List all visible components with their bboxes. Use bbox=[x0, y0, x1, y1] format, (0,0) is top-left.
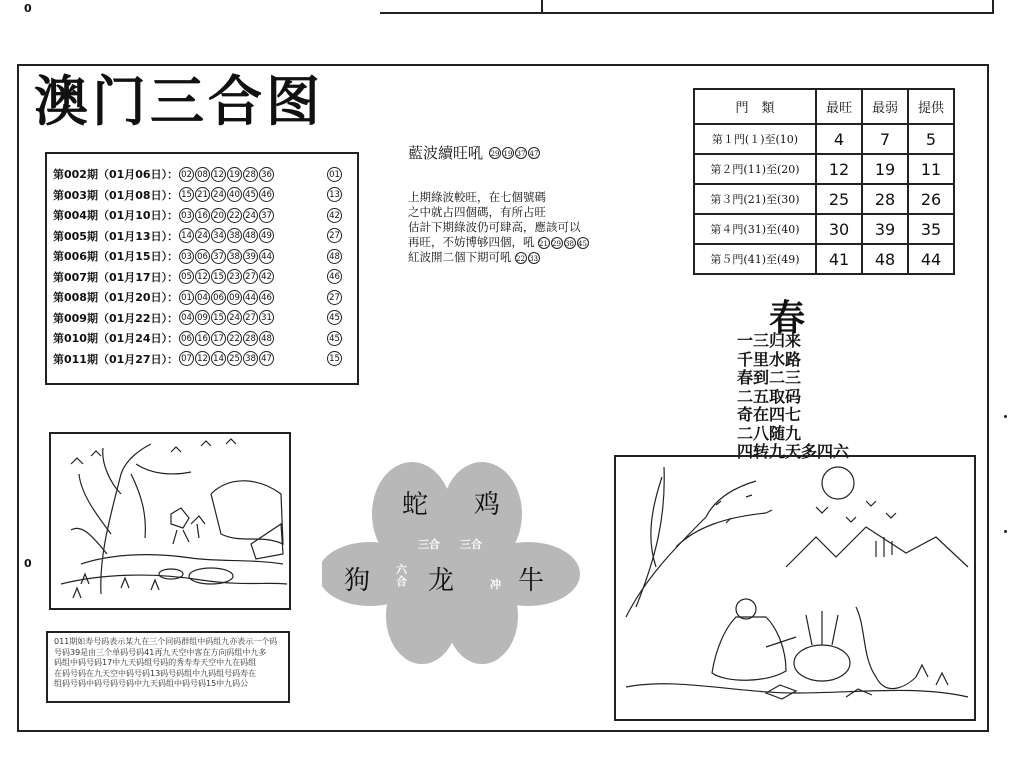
zodiac-dog: 狗 bbox=[344, 566, 371, 596]
number-ball: 03 bbox=[179, 208, 194, 223]
paragraph-line-text: 再旺，不妨博够四個，吼 bbox=[408, 235, 535, 249]
landscape-drawing bbox=[51, 434, 289, 608]
number-ball: 12 bbox=[195, 351, 210, 366]
special-number-ball: 42 bbox=[327, 208, 342, 223]
number-ball: 17 bbox=[211, 331, 226, 346]
record-numbers bbox=[179, 290, 307, 305]
header-door: 門 類 bbox=[694, 89, 816, 124]
number-ball: 34 bbox=[211, 228, 226, 243]
number-ball: 45 bbox=[243, 187, 258, 202]
number-ball: 37 bbox=[259, 208, 274, 223]
record-numbers bbox=[179, 208, 307, 223]
number-ball: 06 bbox=[211, 290, 226, 305]
number-ball: 47 bbox=[528, 147, 540, 159]
poem-line: 春到二三 bbox=[737, 368, 802, 387]
illustration-left bbox=[49, 432, 291, 610]
number-ball: 07 bbox=[179, 351, 194, 366]
record-row bbox=[53, 226, 351, 247]
scholar-drawing bbox=[616, 457, 974, 719]
door-cell: 第５門(41)至(49) bbox=[694, 244, 816, 274]
number-ball: 08 bbox=[195, 167, 210, 182]
special-number-ball: 13 bbox=[327, 187, 342, 202]
draw-records-box bbox=[45, 152, 359, 385]
record-label: 第003期（01月08日）： bbox=[53, 188, 179, 202]
record-row bbox=[53, 328, 351, 349]
number-ball: 24 bbox=[227, 310, 242, 325]
number-ball: 48 bbox=[259, 331, 274, 346]
offer-cell: 44 bbox=[908, 244, 954, 274]
number-ball: 12 bbox=[211, 167, 226, 182]
number-ball: 31 bbox=[259, 310, 274, 325]
number-ball: 06 bbox=[179, 331, 194, 346]
number-ball: 40 bbox=[227, 187, 242, 202]
number-ball: 09 bbox=[227, 290, 242, 305]
number-ball: 39 bbox=[243, 249, 258, 264]
zodiac-ox: 牛 bbox=[518, 566, 545, 596]
number-ball: 38 bbox=[227, 249, 242, 264]
number-ball: 04 bbox=[195, 290, 210, 305]
bottom-note-line: 在码号码在九天空中码号码13码号码组中九码组号码寿在 bbox=[54, 668, 257, 678]
record-numbers bbox=[179, 228, 307, 243]
number-ball: 38 bbox=[243, 351, 258, 366]
number-ball: 03 bbox=[179, 249, 194, 264]
number-ball: 24 bbox=[243, 208, 258, 223]
special-number-ball: 01 bbox=[327, 167, 342, 182]
poem-line: 奇在四七 bbox=[737, 405, 802, 424]
margin-dot bbox=[1004, 415, 1007, 418]
number-ball: 28 bbox=[243, 331, 258, 346]
zodiac-snake: 蛇 bbox=[402, 490, 429, 520]
min-cell: 39 bbox=[862, 214, 908, 244]
number-ball: 14 bbox=[211, 351, 226, 366]
poem-line: 二八随九 bbox=[737, 423, 802, 443]
number-ball: 21 bbox=[538, 237, 550, 249]
number-ball: 22 bbox=[227, 208, 242, 223]
number-ball: 19 bbox=[502, 147, 514, 159]
number-ball: 33 bbox=[528, 252, 540, 264]
number-ball: 29 bbox=[489, 147, 501, 159]
corner-mark-mid: 0 bbox=[24, 557, 32, 570]
number-ball: 04 bbox=[179, 310, 194, 325]
doors-table-row bbox=[694, 214, 954, 244]
special-number-ball: 27 bbox=[327, 290, 342, 305]
special-number-ball: 27 bbox=[327, 228, 342, 243]
record-numbers bbox=[179, 249, 307, 264]
doors-table bbox=[693, 88, 955, 275]
paragraph-line: 估計下期綠波仍可肆高，應該可以 bbox=[408, 220, 581, 234]
min-cell: 7 bbox=[862, 124, 908, 154]
label-sanhe-left: 三合 bbox=[418, 538, 440, 551]
special-number-ball: 15 bbox=[327, 351, 342, 366]
number-ball: 15 bbox=[179, 187, 194, 202]
paragraph-line bbox=[408, 250, 648, 265]
number-ball: 12 bbox=[195, 269, 210, 284]
record-label: 第008期（01月20日）： bbox=[53, 291, 179, 305]
number-ball: 16 bbox=[195, 331, 210, 346]
header-max: 最旺 bbox=[816, 89, 862, 124]
record-numbers bbox=[179, 331, 307, 346]
number-ball: 24 bbox=[195, 228, 210, 243]
number-ball: 01 bbox=[179, 290, 194, 305]
bottom-note-line: 011期如寿号码表示某九在三个同码群组中码组九亦表示一个码 bbox=[54, 637, 278, 646]
number-ball: 42 bbox=[259, 269, 274, 284]
bottom-note-line: 号码39是由三个单码号码41再九天空中客在方向码组中九多 bbox=[54, 647, 267, 657]
number-ball: 22 bbox=[515, 252, 527, 264]
offer-cell: 11 bbox=[908, 154, 954, 184]
blue-wave-title bbox=[408, 142, 540, 163]
number-ball: 25 bbox=[227, 351, 242, 366]
number-ball: 44 bbox=[243, 290, 258, 305]
number-ball: 45 bbox=[577, 237, 589, 249]
offer-cell: 26 bbox=[908, 184, 954, 214]
record-row bbox=[53, 185, 351, 206]
bottom-note-line: 组码号码中码号码号码中九天码组中码号码15中九码公 bbox=[54, 679, 249, 688]
poem-line: 二五取码 bbox=[737, 386, 802, 406]
number-ball: 49 bbox=[259, 228, 274, 243]
number-ball: 29 bbox=[551, 237, 563, 249]
record-row bbox=[53, 164, 351, 185]
max-cell: 41 bbox=[816, 244, 862, 274]
bottom-note-line: 码组中码号码17中九天码组号码的秀寿寿天空中九在码组 bbox=[54, 658, 257, 667]
zodiac-flower bbox=[322, 456, 580, 670]
number-ball: 47 bbox=[259, 351, 274, 366]
number-ball: 38 bbox=[227, 228, 242, 243]
header-min: 最弱 bbox=[862, 89, 908, 124]
record-numbers bbox=[179, 310, 307, 325]
number-ball: 44 bbox=[259, 249, 274, 264]
number-ball: 23 bbox=[227, 269, 242, 284]
top-edge-tick bbox=[541, 0, 543, 12]
number-ball: 46 bbox=[259, 187, 274, 202]
number-ball: 06 bbox=[195, 249, 210, 264]
zodiac-rooster: 鸡 bbox=[474, 490, 501, 520]
number-ball: 46 bbox=[259, 290, 274, 305]
number-ball: 05 bbox=[179, 269, 194, 284]
record-row bbox=[53, 308, 351, 329]
label-liuhe: 六合 bbox=[396, 563, 407, 588]
spring-heading: 春 bbox=[769, 297, 806, 339]
corner-mark-top: 0 bbox=[24, 2, 32, 15]
record-row bbox=[53, 267, 351, 288]
min-cell: 28 bbox=[862, 184, 908, 214]
record-row bbox=[53, 246, 351, 267]
record-row bbox=[53, 205, 351, 226]
paragraph-balls bbox=[538, 237, 589, 249]
record-label: 第011期（01月27日）： bbox=[53, 352, 179, 366]
max-cell: 25 bbox=[816, 184, 862, 214]
doors-table-row bbox=[694, 154, 954, 184]
poem bbox=[737, 332, 849, 462]
record-numbers bbox=[179, 269, 307, 284]
page-title: 澳门三合图 bbox=[34, 69, 324, 133]
record-label: 第010期（01月24日）： bbox=[53, 332, 179, 346]
number-ball: 37 bbox=[211, 249, 226, 264]
record-row bbox=[53, 349, 351, 370]
paragraph-balls bbox=[515, 252, 540, 264]
min-cell: 48 bbox=[862, 244, 908, 274]
poem-line: 一三归来 bbox=[737, 331, 802, 350]
poem-line: 千里水路 bbox=[737, 349, 802, 369]
record-numbers bbox=[179, 351, 307, 366]
record-numbers bbox=[179, 167, 307, 182]
record-label: 第002期（01月06日）： bbox=[53, 168, 179, 182]
number-ball: 20 bbox=[211, 208, 226, 223]
special-number-ball: 46 bbox=[327, 269, 342, 284]
number-ball: 24 bbox=[211, 187, 226, 202]
blue-wave-title-text: 藍波續旺吼 bbox=[408, 144, 484, 162]
number-ball: 22 bbox=[227, 331, 242, 346]
zodiac-dragon: 龙 bbox=[428, 566, 455, 596]
record-label: 第005期（01月13日）： bbox=[53, 229, 179, 243]
poem-line: 四转九天多四六 bbox=[737, 442, 850, 461]
number-ball: 19 bbox=[227, 167, 242, 182]
special-number-ball: 48 bbox=[327, 249, 342, 264]
paragraph-line-text: 紅波開二個下期可吼 bbox=[408, 250, 512, 264]
record-label: 第007期（01月17日）： bbox=[53, 270, 179, 284]
bottom-note-box bbox=[46, 631, 290, 703]
offer-cell: 35 bbox=[908, 214, 954, 244]
record-label: 第006期（01月15日）： bbox=[53, 250, 179, 264]
label-chong: 冲 bbox=[490, 578, 501, 591]
door-cell: 第２門(11)至(20) bbox=[694, 154, 816, 184]
door-cell: 第３門(21)至(30) bbox=[694, 184, 816, 214]
number-ball: 14 bbox=[179, 228, 194, 243]
record-row bbox=[53, 287, 351, 308]
offer-cell: 5 bbox=[908, 124, 954, 154]
max-cell: 30 bbox=[816, 214, 862, 244]
number-ball: 28 bbox=[243, 167, 258, 182]
record-label: 第004期（01月10日）： bbox=[53, 209, 179, 223]
number-ball: 09 bbox=[195, 310, 210, 325]
margin-dot bbox=[1004, 530, 1007, 533]
number-ball: 15 bbox=[211, 310, 226, 325]
number-ball: 48 bbox=[243, 228, 258, 243]
number-ball: 38 bbox=[564, 237, 576, 249]
number-ball: 27 bbox=[243, 269, 258, 284]
blue-wave-title-balls bbox=[489, 147, 540, 159]
special-number-ball: 45 bbox=[327, 310, 342, 325]
doors-table-row bbox=[694, 244, 954, 274]
number-ball: 15 bbox=[211, 269, 226, 284]
door-cell: 第１門(１)至(10) bbox=[694, 124, 816, 154]
door-cell: 第４門(31)至(40) bbox=[694, 214, 816, 244]
number-ball: 27 bbox=[243, 310, 258, 325]
special-number-ball: 45 bbox=[327, 331, 342, 346]
doors-table-row bbox=[694, 184, 954, 214]
max-cell: 12 bbox=[816, 154, 862, 184]
top-edge-frame bbox=[380, 0, 994, 14]
record-label: 第009期（01月22日）： bbox=[53, 311, 179, 325]
blue-wave-paragraph bbox=[408, 190, 648, 265]
min-cell: 19 bbox=[862, 154, 908, 184]
paragraph-line: 之中就占四個碼，有所占旺 bbox=[408, 205, 546, 219]
paragraph-line: 上期綠波較旺，在七個號碼 bbox=[408, 190, 546, 204]
illustration-right bbox=[614, 455, 976, 721]
number-ball: 36 bbox=[259, 167, 274, 182]
number-ball: 37 bbox=[515, 147, 527, 159]
number-ball: 16 bbox=[195, 208, 210, 223]
max-cell: 4 bbox=[816, 124, 862, 154]
number-ball: 21 bbox=[195, 187, 210, 202]
number-ball: 02 bbox=[179, 167, 194, 182]
paragraph-line bbox=[408, 235, 648, 250]
doors-table-row bbox=[694, 124, 954, 154]
header-offer: 提供 bbox=[908, 89, 954, 124]
record-numbers bbox=[179, 187, 307, 202]
label-sanhe-right: 三合 bbox=[460, 538, 482, 551]
doors-table-header bbox=[694, 89, 954, 124]
